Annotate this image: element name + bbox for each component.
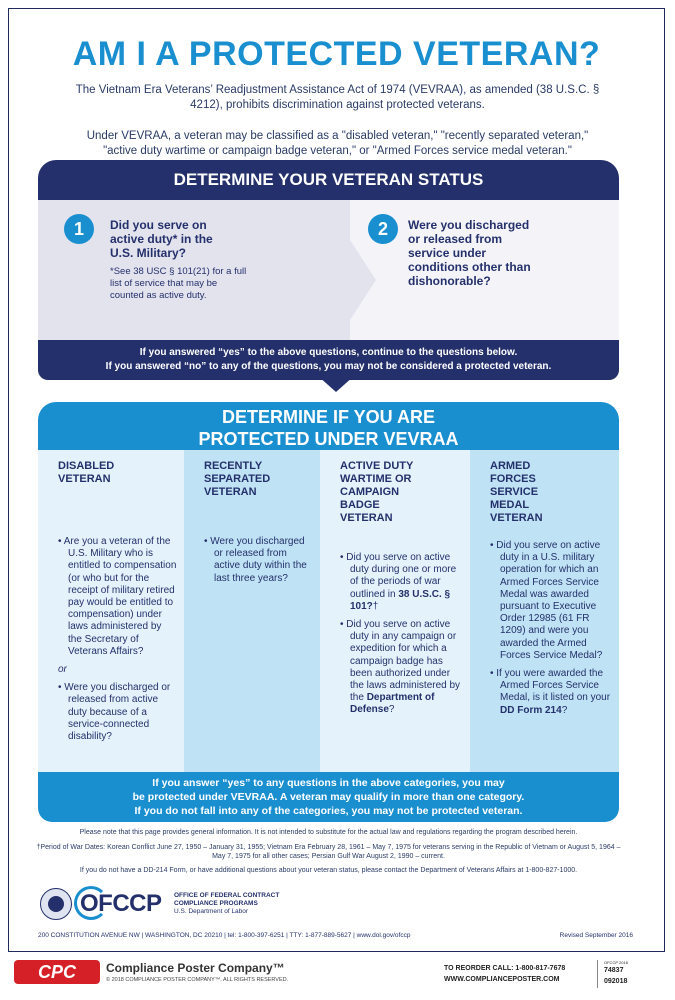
cpc-logo: CPC — [14, 960, 100, 984]
list-item: • Did you serve on active duty in a U.S. military operation for which an Armed Forces Service Medal was awarded pursuant to Executive Order 12985 (61 FR 1209) and were you awarded the Armed Forces Service Medal? — [490, 540, 603, 661]
dol-seal-icon — [40, 888, 72, 920]
poster-code-1: 74837 — [604, 967, 624, 974]
category-items — [58, 536, 178, 749]
list-item: • Were you discharged or released from active duty because of a service-connected disability? — [58, 682, 171, 743]
vevraa-heading-line-1: DETERMINE IF YOU ARE — [221, 407, 436, 427]
question-1-number: 1 — [64, 214, 94, 244]
list-item — [340, 619, 464, 717]
category-title: ARMED FORCES SERVICE MEDAL VETERAN — [490, 460, 543, 524]
dd214-note: If you do not have a DD-214 Form, or have additional questions about your veteran status, please contact the Department of Veterans Affairs at 1-800-827-1000. — [79, 867, 578, 874]
divider — [597, 960, 598, 988]
question-1-panel — [38, 200, 350, 340]
page-title: AM I A PROTECTED VETERAN? — [72, 35, 601, 73]
category-title: RECENTLY SEPARATED VETERAN — [204, 460, 271, 498]
down-arrow-shape — [318, 376, 354, 392]
question-1-note: *See 38 USC § 101(21) for a full list of service that may be counted as active duty. — [110, 266, 247, 301]
category-title: DISABLED VETERAN — [58, 460, 115, 485]
list-item-text: • Did you serve on active duty in any campaign or expedition for which a campaign badge has been authorized under the laws administered by the — [340, 619, 461, 704]
form-reference: DD Form 214 — [500, 704, 562, 716]
publisher-name: Compliance Poster Company™ — [106, 961, 285, 975]
category-title: ACTIVE DUTY WARTIME OR CAMPAIGN BADGE VETERAN — [340, 460, 414, 524]
status-footer-line-2: If you answered “no” to any of the questions, you may not be considered a protected veteran. — [105, 361, 552, 372]
revised-date: Revised September 2016 — [559, 932, 633, 939]
arrow-shape — [350, 240, 376, 320]
category-active-duty-wartime-veteran — [320, 450, 470, 772]
reorder-phone: TO REORDER CALL: 1-800-817-7678 — [444, 965, 566, 972]
poster-code-small: OFCCP 2016 — [604, 960, 628, 965]
agency-address: 200 CONSTITUTION AVENUE NW | WASHINGTON, DC 20210 | tel: 1-800-397-6251 | TTY: 1-877-889-5627 | www.dol.gov/ofccp — [38, 932, 411, 939]
intro-paragraph-1: The Vietnam Era Veterans’ Readjustment Assistance Act of 1974 (VEVRAA), as amended (38 U.S.C. § 4212), prohibits discrimination against protected veterans. — [75, 84, 600, 111]
disclaimer-note: Please note that this page provides general information. It is not intended to substitute for the actual law and regulations regarding the program described herein. — [79, 829, 578, 836]
agency-logo-area — [40, 886, 340, 922]
category-disabled-veteran — [38, 450, 184, 772]
agency-line-3: U.S. Department of Labor — [174, 908, 249, 915]
agency-name — [174, 892, 279, 916]
reorder-website: WWW.COMPLIANCEPOSTER.COM — [444, 976, 560, 983]
category-items — [340, 552, 464, 723]
category-recently-separated-veteran — [184, 450, 320, 772]
section-veteran-status-body — [38, 200, 619, 340]
poster-codes — [604, 960, 628, 987]
dagger-mark: † — [372, 600, 379, 612]
poster-code-2: 092018 — [604, 978, 628, 985]
question-2-panel — [350, 200, 619, 340]
question-mark: ? — [561, 704, 568, 716]
war-dates-note: †Period of War Dates: Korean Conflict June 27, 1950 – January 31, 1955; Vietnam Era February 28, 1961 – May 7, 1975 for veterans serving in the Republic of Vietnam or August 5, 1964 – May 7, 1975 for all other cases; Persian Gulf War August 2, 1990 – current. — [36, 844, 621, 860]
category-armed-forces-medal-veteran — [470, 450, 619, 772]
vevraa-footer-line-1: If you answer “yes” to any questions in the above categories, you may — [152, 777, 505, 789]
status-footer-line-1: If you answered “yes” to the above questions, continue to the questions below. — [139, 347, 518, 358]
vevraa-heading-line-2: PROTECTED UNDER VEVRAA — [198, 429, 459, 449]
list-item: • Were you discharged or released from active duty within the last three years? — [204, 536, 307, 584]
publisher-copyright: © 2018 COMPLIANCE POSTER COMPANY™. ALL RIGHTS RESERVED. — [106, 977, 289, 983]
list-item — [490, 668, 613, 717]
intro-paragraph-2: Under VEVRAA, a veteran may be classified as a "disabled veteran," "recently separated veteran," "active duty wartime or campaign badge veteran," or "Armed Forces service medal veteran." — [86, 130, 589, 157]
reorder-info — [444, 963, 565, 985]
list-item: • Are you a veteran of the U.S. Military who is entitled to compensation (or who but for the receipt of military retired pay would be entitled to compensation) under laws administered by the Secretary of Veterans Affairs? — [58, 536, 177, 657]
section-veteran-status-footer — [38, 340, 619, 380]
veteran-categories — [38, 450, 619, 772]
section-veteran-status-heading: DETERMINE YOUR VETERAN STATUS — [38, 160, 619, 200]
vevraa-footer-line-2: be protected under VEVRAA. A veteran may qualify in more than one category. — [132, 791, 525, 803]
section-vevraa-heading — [38, 402, 619, 450]
question-1-text: Did you serve on active duty* in the U.S. Military? — [110, 218, 213, 260]
list-item — [340, 552, 464, 613]
category-items — [204, 536, 314, 591]
vevraa-footer-line-3: If you do not fall into any of the categories, you may not be protected veteran. — [134, 805, 523, 817]
department-reference: Department of Defense — [350, 692, 435, 716]
agency-line-1: OFFICE OF FEDERAL CONTRACT — [174, 892, 280, 899]
question-2-number: 2 — [368, 214, 398, 244]
agency-line-2: COMPLIANCE PROGRAMS — [174, 900, 258, 907]
category-items — [490, 540, 613, 723]
question-2-text: Were you discharged or released from service under conditions other than dishonorable? — [408, 218, 531, 288]
list-item-text: • Did you serve on active duty during one or more of the periods of war outlined in — [340, 552, 457, 600]
question-mark: ? — [388, 704, 395, 716]
section-vevraa-footer — [38, 772, 619, 822]
statute-reference: 38 U.S.C. § 101? — [350, 588, 451, 612]
list-item-text: • If you were awarded the Armed Forces Service Medal, is it listed on your — [490, 668, 611, 704]
or-separator: or — [58, 664, 67, 676]
ofccp-logo: OFCCP — [80, 890, 162, 917]
